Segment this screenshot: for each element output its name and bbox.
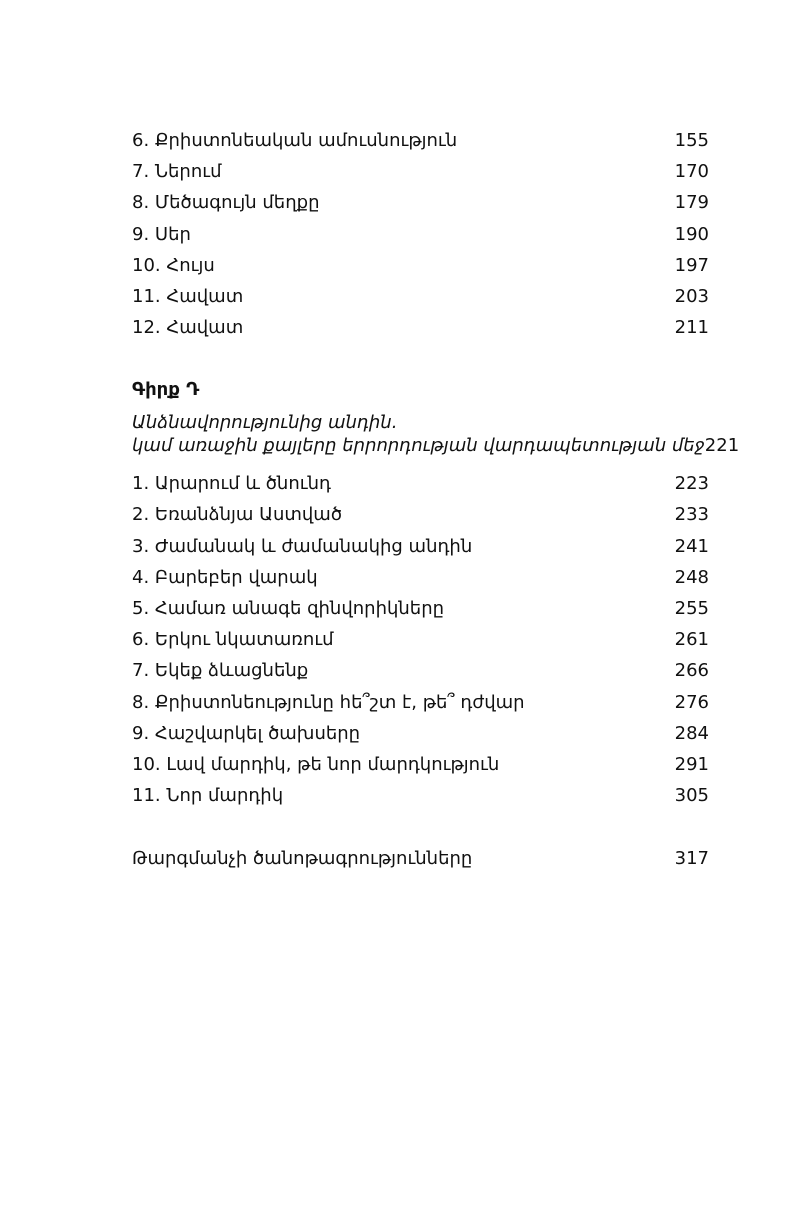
toc-entry-page: 261 — [674, 629, 709, 650]
toc-entry — [132, 284, 709, 310]
toc-entry-title: 1. Արարում և ծնունդ — [132, 473, 331, 494]
toc-entry — [132, 721, 709, 747]
toc-entry-page: 203 — [674, 286, 709, 307]
toc-entry — [132, 783, 709, 809]
toc-entry — [132, 159, 709, 185]
toc-entry-title: 10. Լավ մարդիկ, թե նոր մարդկություն — [132, 754, 500, 775]
toc-entry-page: 155 — [674, 130, 709, 151]
toc-entry-title: 2. Եռանձնյա Աստված — [132, 504, 343, 525]
toc-entry-title: 12. Հավատ — [132, 317, 244, 338]
toc-entry-title: 6. Երկու նկատառում — [132, 629, 334, 650]
toc-entry — [132, 596, 709, 622]
toc-entry — [132, 222, 709, 248]
toc-entry-page: 170 — [674, 161, 709, 182]
toc-entry-page: 223 — [674, 473, 709, 494]
toc-entry-title: 9. Սեր — [132, 224, 191, 245]
toc-entry-title: 4. Բարեբեր վարակ — [132, 567, 318, 588]
toc-entry-page: 291 — [674, 754, 709, 775]
toc-entry — [132, 658, 709, 684]
toc-entry — [132, 627, 709, 653]
toc-entry-title: 7. Եկեք ձևացնենք — [132, 660, 309, 681]
toc-entry-title: 6. Քրիստոնեական ամուսնություն — [132, 130, 458, 151]
toc-entry-page: 255 — [674, 598, 709, 619]
toc-entry — [132, 190, 709, 216]
toc-entry — [132, 502, 709, 528]
book-subtitle-page: 221 — [704, 435, 740, 456]
toc-entry-title: 10. Հույս — [132, 255, 215, 276]
toc-entry-page: 317 — [674, 848, 709, 869]
toc-entry — [132, 690, 709, 716]
toc-entry-translator-notes — [132, 846, 709, 872]
toc-entry-title: 3. Ժամանակ և ժամանակից անդին — [132, 536, 473, 557]
book-heading: Գիրք Դ — [132, 379, 200, 400]
toc-entry — [132, 752, 709, 778]
toc-entry-title: 5. Համառ անագե զինվորիկները — [132, 598, 445, 619]
toc-entry-page: 241 — [674, 536, 709, 557]
toc-entry-page: 211 — [674, 317, 709, 338]
toc-entry — [132, 128, 709, 154]
toc-entry-title: Թարգմանչի ծանոթագրությունները — [132, 848, 473, 869]
toc-entry — [132, 534, 709, 560]
toc-entry — [132, 565, 709, 591]
book-subtitle-row — [132, 433, 740, 459]
toc-entry-page: 197 — [674, 255, 709, 276]
toc-entry-title: 9. Հաշվարկել ծախսերը — [132, 723, 361, 744]
book-subtitle-line2: կամ առաջին քայլերը երրորդության վարդապետության մեջ — [132, 435, 705, 456]
toc-entry-page: 284 — [674, 723, 709, 744]
toc-entry-page: 248 — [674, 567, 709, 588]
toc-entry-page: 179 — [674, 192, 709, 213]
toc-entry-title: 11. Հավատ — [132, 286, 244, 307]
toc-entry-title: 8. Մեծագույն մեղքը — [132, 192, 320, 213]
toc-entry-title: 11. Նոր մարդիկ — [132, 785, 284, 806]
toc-entry-page: 233 — [674, 504, 709, 525]
toc-entry-page: 276 — [674, 692, 709, 713]
toc-entry-page: 266 — [674, 660, 709, 681]
toc-entry — [132, 253, 709, 279]
toc-entry-title: 7. Ներում — [132, 161, 222, 182]
toc-entry — [132, 471, 709, 497]
book-subtitle-line1: Անձնավորությունից անդին. — [132, 412, 398, 433]
toc-entry-title: 8. Քրիստոնեությունը հե՞շտ է, թե՞ դժվար — [132, 692, 525, 713]
toc-entry-page: 190 — [674, 224, 709, 245]
toc-entry-page: 305 — [674, 785, 709, 806]
toc-entry — [132, 315, 709, 341]
